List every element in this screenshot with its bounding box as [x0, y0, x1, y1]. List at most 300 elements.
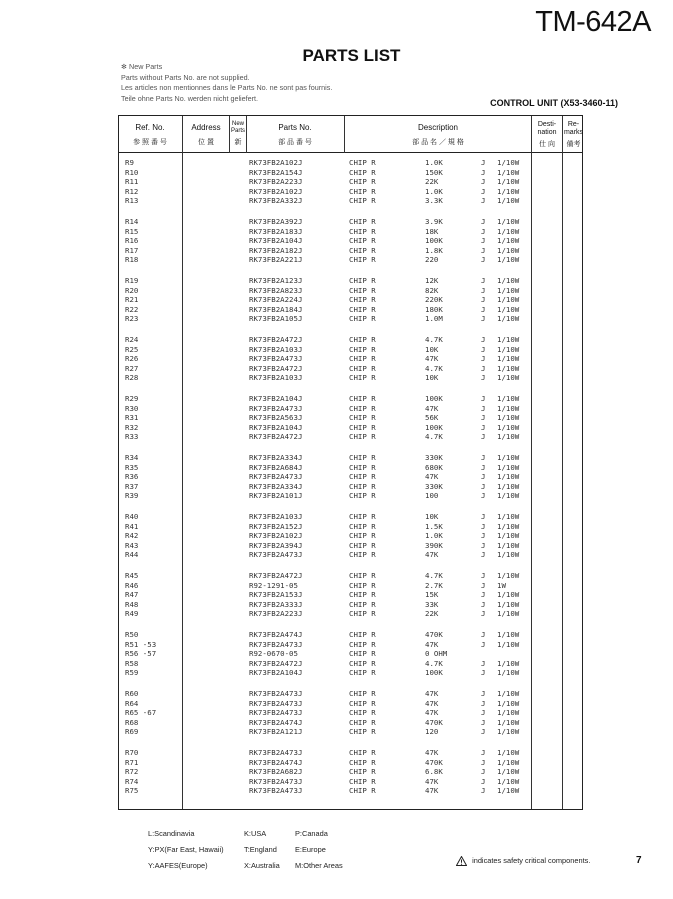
parts-no-cell: RK73FB2A473J: [249, 472, 303, 481]
description-cell: CHIP R: [349, 481, 376, 491]
parts-no-cell: RK73FB2A473J: [249, 698, 303, 708]
description-cell: CHIP R: [349, 571, 376, 580]
tolerance-cell: J: [481, 285, 486, 295]
power-cell: 1/10W: [497, 422, 520, 432]
value-cell: 1.8K: [425, 245, 443, 255]
power-cell: 1/10W: [497, 599, 520, 609]
description-cell: CHIP R: [349, 413, 376, 422]
ref-no-cell: R64: [125, 698, 139, 708]
table-row: [119, 600, 582, 610]
power-cell: 1/10W: [497, 394, 520, 403]
value-cell: 4.7K: [425, 335, 443, 344]
power-cell: 1/10W: [497, 708, 520, 717]
value-cell: 100K: [425, 236, 443, 245]
ref-no-cell: R26: [125, 354, 139, 363]
value-cell: 100: [425, 491, 439, 500]
table-row: [119, 404, 582, 414]
table-row: [119, 758, 582, 768]
header-remarks-jp: 備考: [566, 141, 581, 148]
table-row: [119, 689, 582, 699]
power-cell: 1/10W: [497, 531, 520, 540]
description-cell: CHIP R: [349, 276, 376, 285]
table-row: [119, 187, 582, 197]
description-cell: CHIP R: [349, 609, 376, 618]
table-row: [119, 491, 582, 501]
tolerance-cell: J: [481, 630, 486, 639]
note-line: Parts without Parts No. are not supplied.: [121, 72, 250, 82]
ref-no-cell: R58: [125, 658, 139, 668]
ref-no-cell: R25: [125, 344, 139, 354]
table-row: [119, 364, 582, 374]
table-row: [119, 531, 582, 541]
ref-no-cell: R9: [125, 158, 134, 167]
power-cell: 1/10W: [497, 786, 520, 795]
power-cell: 1/10W: [497, 639, 520, 649]
ref-no-cell: R27: [125, 363, 139, 373]
table-row: [119, 659, 582, 669]
table-row: [119, 482, 582, 492]
value-cell: 47K: [425, 550, 439, 559]
header-new-parts: New Parts: [230, 121, 245, 134]
description-cell: CHIP R: [349, 708, 376, 717]
value-cell: 47K: [425, 698, 439, 708]
power-cell: 1/10W: [497, 512, 520, 521]
ref-no-cell: R43: [125, 540, 139, 550]
tolerance-cell: J: [481, 767, 486, 776]
description-cell: CHIP R: [349, 158, 376, 167]
description-cell: CHIP R: [349, 403, 376, 413]
parts-no-cell: RK73FB2A473J: [249, 748, 303, 757]
power-cell: 1W: [497, 580, 506, 590]
tolerance-cell: J: [481, 727, 486, 736]
parts-no-cell: R92-1291-05: [249, 580, 298, 590]
description-cell: CHIP R: [349, 196, 376, 205]
ref-no-cell: R21: [125, 295, 139, 304]
header-parts-no-jp: 部 品 番 号: [278, 139, 312, 146]
parts-no-cell: RK73FB2A472J: [249, 571, 303, 580]
table-row: [119, 581, 582, 591]
power-cell: 1/10W: [497, 698, 520, 708]
value-cell: 22K: [425, 177, 439, 186]
power-cell: 1/10W: [497, 245, 520, 255]
parts-no-cell: RK73FB2A104J: [249, 422, 303, 432]
value-cell: 1.0M: [425, 314, 443, 323]
ref-no-cell: R49: [125, 609, 139, 618]
table-row: [119, 786, 582, 796]
value-cell: 1.0K: [425, 186, 443, 196]
header-description-jp: 部 品 名 ／ 規 格: [412, 139, 464, 146]
tolerance-cell: J: [481, 255, 486, 264]
table-row: [119, 767, 582, 777]
tolerance-cell: J: [481, 167, 486, 177]
parts-no-cell: RK73FB2A473J: [249, 354, 303, 363]
power-cell: 1/10W: [497, 196, 520, 205]
value-cell: 330K: [425, 453, 443, 462]
ref-no-cell: R56 -57: [125, 649, 157, 658]
description-cell: CHIP R: [349, 668, 376, 677]
power-cell: 1/10W: [497, 217, 520, 226]
power-cell: 1/10W: [497, 236, 520, 245]
tolerance-cell: J: [481, 394, 486, 403]
value-cell: 100K: [425, 422, 443, 432]
table-row: [119, 286, 582, 296]
tolerance-cell: J: [481, 708, 486, 717]
note-line: Les articles non mentionnes dans le Parts No. ne sont pas fournis.: [121, 83, 333, 92]
ref-no-cell: R35: [125, 462, 139, 472]
table-row: [119, 708, 582, 718]
ref-no-cell: R18: [125, 255, 139, 264]
power-cell: 1/10W: [497, 472, 520, 481]
ref-no-cell: R23: [125, 314, 139, 323]
parts-no-cell: RK73FB2A183J: [249, 226, 303, 236]
value-cell: 33K: [425, 599, 439, 609]
value-cell: 680K: [425, 462, 443, 472]
table-row: [119, 423, 582, 433]
power-cell: 1/10W: [497, 630, 520, 639]
tolerance-cell: J: [481, 177, 486, 186]
tolerance-cell: J: [481, 344, 486, 354]
power-cell: 1/10W: [497, 453, 520, 462]
parts-no-cell: RK73FB2A153J: [249, 590, 303, 599]
parts-no-cell: RK73FB2A682J: [249, 767, 303, 776]
value-cell: 1.0K: [425, 158, 443, 167]
value-cell: 0 OHM: [425, 649, 448, 658]
legend-col-1: [148, 826, 224, 874]
power-cell: 1/10W: [497, 540, 520, 550]
tolerance-cell: J: [481, 422, 486, 432]
power-cell: 1/10W: [497, 491, 520, 500]
tolerance-cell: J: [481, 717, 486, 727]
power-cell: 1/10W: [497, 186, 520, 196]
warning-triangle-icon: [456, 856, 467, 866]
legend-item: P:Canada: [295, 829, 328, 838]
power-cell: 1/10W: [497, 177, 520, 186]
parts-no-cell: RK73FB2A334J: [249, 453, 303, 462]
description-cell: CHIP R: [349, 373, 376, 382]
parts-no-cell: RK73FB2A103J: [249, 344, 303, 354]
notes-block: [121, 62, 332, 104]
parts-no-cell: RK73FB2A334J: [249, 481, 303, 491]
parts-no-cell: RK73FB2A684J: [249, 462, 303, 472]
table-row: [119, 630, 582, 640]
value-cell: 47K: [425, 786, 439, 795]
description-cell: CHIP R: [349, 344, 376, 354]
tolerance-cell: J: [481, 295, 486, 304]
value-cell: 2.7K: [425, 580, 443, 590]
table-row: [119, 413, 582, 423]
description-cell: CHIP R: [349, 491, 376, 500]
description-cell: CHIP R: [349, 698, 376, 708]
power-cell: 1/10W: [497, 226, 520, 236]
power-cell: 1/10W: [497, 304, 520, 314]
ref-no-cell: R10: [125, 167, 139, 177]
ref-no-cell: R36: [125, 472, 139, 481]
table-row: [119, 522, 582, 532]
value-cell: 330K: [425, 481, 443, 491]
description-cell: CHIP R: [349, 748, 376, 757]
safety-note: [456, 856, 590, 866]
legend-item: Y:AAFES(Europe): [148, 861, 208, 870]
parts-no-cell: RK73FB2A473J: [249, 403, 303, 413]
ref-no-cell: R39: [125, 491, 139, 500]
table-header: [119, 116, 582, 153]
value-cell: 4.7K: [425, 571, 443, 580]
ref-no-cell: R19: [125, 276, 139, 285]
description-cell: CHIP R: [349, 540, 376, 550]
header-address: Address: [191, 123, 221, 132]
description-cell: CHIP R: [349, 394, 376, 403]
legend-item: M:Other Areas: [295, 861, 343, 870]
parts-no-cell: RK73FB2A223J: [249, 609, 303, 618]
ref-no-cell: R17: [125, 245, 139, 255]
table-row: [119, 590, 582, 600]
ref-no-cell: R71: [125, 757, 139, 767]
parts-no-cell: RK73FB2A473J: [249, 639, 303, 649]
power-cell: 1/10W: [497, 748, 520, 757]
table-row: [119, 227, 582, 237]
legend-item: L:Scandinavia: [148, 829, 195, 838]
table-row: [119, 236, 582, 246]
tolerance-cell: J: [481, 413, 486, 422]
ref-no-cell: R32: [125, 422, 139, 432]
table-row: [119, 718, 582, 728]
ref-no-cell: R70: [125, 748, 139, 757]
table-row: [119, 541, 582, 551]
table-row: [119, 727, 582, 737]
description-cell: CHIP R: [349, 245, 376, 255]
tolerance-cell: J: [481, 658, 486, 668]
power-cell: 1/10W: [497, 727, 520, 736]
description-cell: CHIP R: [349, 236, 376, 245]
table-row: [119, 314, 582, 324]
value-cell: 390K: [425, 540, 443, 550]
description-cell: CHIP R: [349, 727, 376, 736]
description-cell: CHIP R: [349, 689, 376, 698]
description-cell: CHIP R: [349, 472, 376, 481]
value-cell: 1.0K: [425, 531, 443, 540]
header-destination-jp: 仕 向: [539, 141, 555, 148]
tolerance-cell: J: [481, 245, 486, 255]
tolerance-cell: J: [481, 236, 486, 245]
legend-item: K:USA: [244, 829, 267, 838]
ref-no-cell: R48: [125, 599, 139, 609]
parts-no-cell: RK73FB2A563J: [249, 413, 303, 422]
ref-no-cell: R37: [125, 481, 139, 491]
power-cell: 1/10W: [497, 550, 520, 559]
value-cell: 3.3K: [425, 196, 443, 205]
parts-no-cell: RK73FB2A472J: [249, 658, 303, 668]
ref-no-cell: R65 -67: [125, 708, 157, 717]
power-cell: 1/10W: [497, 285, 520, 295]
page-number: 7: [636, 855, 642, 866]
parts-no-cell: RK73FB2A223J: [249, 177, 303, 186]
table-row: [119, 748, 582, 758]
table-row: [119, 550, 582, 560]
tolerance-cell: J: [481, 599, 486, 609]
power-cell: 1/10W: [497, 403, 520, 413]
parts-no-cell: RK73FB2A104J: [249, 236, 303, 245]
power-cell: 1/10W: [497, 255, 520, 264]
tolerance-cell: J: [481, 550, 486, 559]
tolerance-cell: J: [481, 462, 486, 472]
tolerance-cell: J: [481, 432, 486, 441]
description-cell: CHIP R: [349, 512, 376, 521]
value-cell: 47K: [425, 472, 439, 481]
parts-no-cell: RK73FB2A121J: [249, 727, 303, 736]
power-cell: 1/10W: [497, 757, 520, 767]
parts-no-cell: RK73FB2A104J: [249, 394, 303, 403]
header-destination: Desti- nation: [537, 121, 557, 136]
table-row: [119, 255, 582, 265]
description-cell: CHIP R: [349, 314, 376, 323]
table-row: [119, 609, 582, 619]
tolerance-cell: J: [481, 491, 486, 500]
table-row: [119, 777, 582, 787]
ref-no-cell: R60: [125, 689, 139, 698]
value-cell: 4.7K: [425, 432, 443, 441]
tolerance-cell: J: [481, 531, 486, 540]
description-cell: CHIP R: [349, 717, 376, 727]
header-parts-no: Parts No.: [278, 123, 312, 132]
power-cell: 1/10W: [497, 776, 520, 786]
table-row: [119, 699, 582, 709]
legend-item: X:Australia: [244, 861, 280, 870]
table-row: [119, 276, 582, 286]
parts-no-cell: RK73FB2A473J: [249, 786, 303, 795]
value-cell: 47K: [425, 403, 439, 413]
ref-no-cell: R24: [125, 335, 139, 344]
parts-no-cell: RK73FB2A823J: [249, 285, 303, 295]
parts-no-cell: RK73FB2A394J: [249, 540, 303, 550]
header-remarks: Re- marks: [563, 121, 584, 136]
power-cell: 1/10W: [497, 295, 520, 304]
ref-no-cell: R34: [125, 453, 139, 462]
parts-no-cell: RK73FB2A105J: [249, 314, 303, 323]
description-cell: CHIP R: [349, 590, 376, 599]
power-cell: 1/10W: [497, 521, 520, 531]
power-cell: 1/10W: [497, 590, 520, 599]
tolerance-cell: J: [481, 668, 486, 677]
power-cell: 1/10W: [497, 717, 520, 727]
parts-no-cell: RK73FB2A152J: [249, 521, 303, 531]
parts-no-cell: RK73FB2A332J: [249, 196, 303, 205]
ref-no-cell: R31: [125, 413, 139, 422]
value-cell: 47K: [425, 708, 439, 717]
tolerance-cell: J: [481, 639, 486, 649]
power-cell: 1/10W: [497, 413, 520, 422]
tolerance-cell: J: [481, 609, 486, 618]
value-cell: 470K: [425, 630, 443, 639]
table-row: [119, 472, 582, 482]
value-cell: 220: [425, 255, 439, 264]
power-cell: 1/10W: [497, 276, 520, 285]
parts-no-cell: RK73FB2A473J: [249, 689, 303, 698]
value-cell: 12K: [425, 276, 439, 285]
value-cell: 47K: [425, 748, 439, 757]
tolerance-cell: J: [481, 512, 486, 521]
ref-no-cell: R75: [125, 786, 139, 795]
power-cell: 1/10W: [497, 354, 520, 363]
tolerance-cell: J: [481, 453, 486, 462]
tolerance-cell: J: [481, 373, 486, 382]
value-cell: 4.7K: [425, 363, 443, 373]
description-cell: CHIP R: [349, 776, 376, 786]
power-cell: 1/10W: [497, 363, 520, 373]
tolerance-cell: J: [481, 698, 486, 708]
tolerance-cell: J: [481, 757, 486, 767]
value-cell: 3.9K: [425, 217, 443, 226]
power-cell: 1/10W: [497, 158, 520, 167]
tolerance-cell: J: [481, 158, 486, 167]
table-row: [119, 649, 582, 659]
column-divider: [229, 116, 230, 153]
ref-no-cell: R29: [125, 394, 139, 403]
power-cell: 1/10W: [497, 462, 520, 472]
description-cell: CHIP R: [349, 462, 376, 472]
power-cell: 1/10W: [497, 609, 520, 618]
power-cell: 1/10W: [497, 668, 520, 677]
tolerance-cell: J: [481, 403, 486, 413]
table-row: [119, 640, 582, 650]
power-cell: 1/10W: [497, 373, 520, 382]
legend-item: T:England: [244, 845, 277, 854]
description-cell: CHIP R: [349, 167, 376, 177]
value-cell: 22K: [425, 609, 439, 618]
tolerance-cell: J: [481, 304, 486, 314]
value-cell: 82K: [425, 285, 439, 295]
table-row: [119, 373, 582, 383]
safety-note-text: indicates safety critical components.: [472, 856, 591, 865]
ref-no-cell: R45: [125, 571, 139, 580]
table-row: [119, 432, 582, 442]
parts-no-cell: RK73FB2A473J: [249, 550, 303, 559]
value-cell: 180K: [425, 304, 443, 314]
parts-no-cell: RK73FB2A102J: [249, 186, 303, 196]
value-cell: 47K: [425, 354, 439, 363]
tolerance-cell: J: [481, 196, 486, 205]
ref-no-cell: R30: [125, 403, 139, 413]
ref-no-cell: R12: [125, 186, 139, 196]
column-divider: [246, 116, 247, 153]
tolerance-cell: J: [481, 226, 486, 236]
ref-no-cell: R74: [125, 776, 139, 786]
description-cell: CHIP R: [349, 285, 376, 295]
ref-no-cell: R47: [125, 590, 139, 599]
parts-no-cell: RK73FB2A473J: [249, 708, 303, 717]
power-cell: 1/10W: [497, 481, 520, 491]
description-cell: CHIP R: [349, 599, 376, 609]
description-cell: CHIP R: [349, 177, 376, 186]
description-cell: CHIP R: [349, 354, 376, 363]
note-line: ✻ New Parts: [121, 62, 163, 71]
table-row: [119, 158, 582, 168]
table-row: [119, 217, 582, 227]
parts-no-cell: RK73FB2A154J: [249, 167, 303, 177]
parts-no-cell: RK73FB2A473J: [249, 776, 303, 786]
table-row: [119, 463, 582, 473]
header-ref-no: Ref. No.: [135, 123, 165, 132]
table-row: [119, 196, 582, 206]
table-row: [119, 668, 582, 678]
description-cell: CHIP R: [349, 630, 376, 639]
power-cell: 1/10W: [497, 344, 520, 354]
parts-no-cell: RK73FB2A102J: [249, 158, 303, 167]
ref-no-cell: R20: [125, 285, 139, 295]
description-cell: CHIP R: [349, 649, 376, 658]
parts-no-cell: RK73FB2A101J: [249, 491, 303, 500]
tolerance-cell: J: [481, 689, 486, 698]
table-row: [119, 168, 582, 178]
